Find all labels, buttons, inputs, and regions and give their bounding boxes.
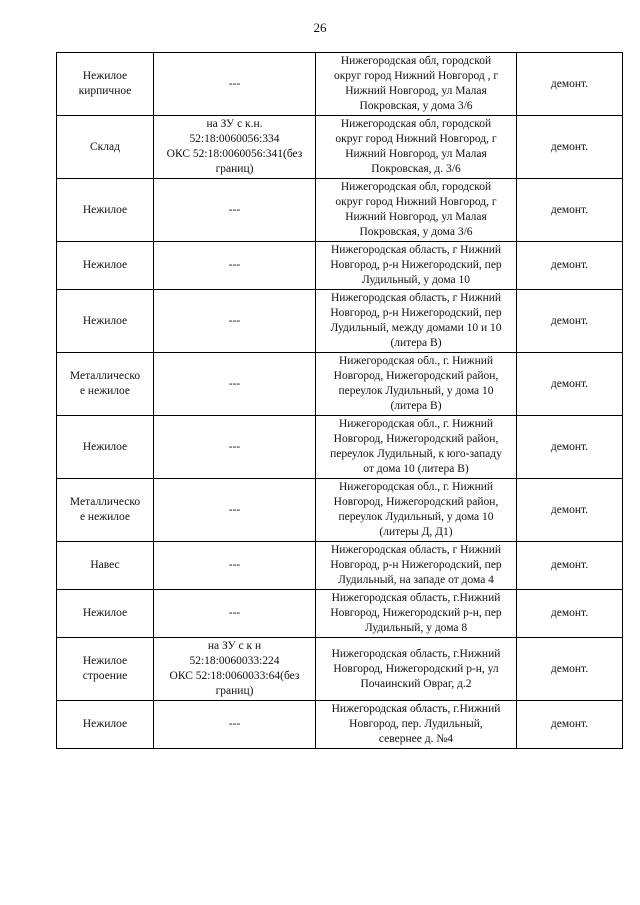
table-row	[57, 290, 623, 353]
cadastral-cell: на ЗУ с к.н. 52:18:0060056:334 ОКС 52:18:0060056:341(без границ)	[154, 116, 316, 179]
table-row	[57, 53, 623, 116]
page-number: 26	[313, 20, 327, 35]
cadastral-cell: ---	[154, 290, 316, 353]
cadastral-cell: ---	[154, 542, 316, 590]
cadastral-cell: ---	[154, 242, 316, 290]
table-row	[57, 242, 623, 290]
cadastral-cell: на ЗУ с к н 52:18:0060033:224 ОКС 52:18:0060033:64(без границ)	[154, 638, 316, 701]
object-type-cell: Нежилое строение	[57, 638, 154, 701]
table-row	[57, 701, 623, 749]
object-type-cell: Нежилое	[57, 701, 154, 749]
table-row	[57, 179, 623, 242]
table-row	[57, 590, 623, 638]
action-cell: демонт.	[517, 116, 623, 179]
address-cell: Нижегородская обл., г. Нижний Новгород, Нижегородский район, переулок Лудильный, у дома 10 (литера В)	[316, 353, 517, 416]
action-cell: демонт.	[517, 590, 623, 638]
address-cell: Нижегородская область, г Нижний Новгород, р-н Нижегородский, пер Лудильный, на западе от дома 4	[316, 542, 517, 590]
address-cell: Нижегородская область, г.Нижний Новгород, пер. Лудильный, севернее д. №4	[316, 701, 517, 749]
cadastral-cell: ---	[154, 179, 316, 242]
object-type-cell: Нежилое	[57, 416, 154, 479]
object-type-cell: Навес	[57, 542, 154, 590]
table-row	[57, 416, 623, 479]
cadastral-cell: ---	[154, 701, 316, 749]
table-row	[57, 479, 623, 542]
table-row	[57, 542, 623, 590]
action-cell: демонт.	[517, 701, 623, 749]
action-cell: демонт.	[517, 53, 623, 116]
action-cell: демонт.	[517, 416, 623, 479]
cadastral-cell: ---	[154, 590, 316, 638]
object-type-cell: Нежилое кирпичное	[57, 53, 154, 116]
cadastral-cell: ---	[154, 479, 316, 542]
cadastral-cell: ---	[154, 416, 316, 479]
address-cell: Нижегородская обл, городской округ город Нижний Новгород , г Нижний Новгород, ул Малая Покровская, у дома 3/6	[316, 53, 517, 116]
table-row	[57, 116, 623, 179]
address-cell: Нижегородская обл., г. Нижний Новгород, Нижегородский район, переулок Лудильный, у дома 10 (литеры Д, Д1)	[316, 479, 517, 542]
object-type-cell: Нежилое	[57, 590, 154, 638]
action-cell: демонт.	[517, 479, 623, 542]
cadastral-cell: ---	[154, 353, 316, 416]
object-type-cell: Нежилое	[57, 290, 154, 353]
object-type-cell: Металлическо е нежилое	[57, 353, 154, 416]
object-type-cell: Склад	[57, 116, 154, 179]
action-cell: демонт.	[517, 242, 623, 290]
action-cell: демонт.	[517, 179, 623, 242]
objects-table	[56, 52, 623, 749]
object-type-cell: Металлическо е нежилое	[57, 479, 154, 542]
action-cell: демонт.	[517, 290, 623, 353]
address-cell: Нижегородская область, г Нижний Новгород, р-н Нижегородский, пер Лудильный, между домами 10 и 10 (литера В)	[316, 290, 517, 353]
action-cell: демонт.	[517, 353, 623, 416]
action-cell: демонт.	[517, 542, 623, 590]
object-type-cell: Нежилое	[57, 242, 154, 290]
address-cell: Нижегородская обл, городской округ город Нижний Новгород, г Нижний Новгород, ул Малая Покровская, у дома 3/6	[316, 179, 517, 242]
address-cell: Нижегородская область, г.Нижний Новгород, Нижегородский р-н, ул Почаинский Овраг, д.2	[316, 638, 517, 701]
action-cell: демонт.	[517, 638, 623, 701]
cadastral-cell: ---	[154, 53, 316, 116]
object-type-cell: Нежилое	[57, 179, 154, 242]
address-cell: Нижегородская обл., г. Нижний Новгород, Нижегородский район, переулок Лудильный, к юго-западу от дома 10 (литера В)	[316, 416, 517, 479]
table-row	[57, 353, 623, 416]
table-row	[57, 638, 623, 701]
address-cell: Нижегородская область, г.Нижний Новгород, Нижегородский р-н, пер Лудильный, у дома 8	[316, 590, 517, 638]
address-cell: Нижегородская обл, городской округ город Нижний Новгород, г Нижний Новгород, ул Малая Покровская, д. 3/6	[316, 116, 517, 179]
address-cell: Нижегородская область, г Нижний Новгород, р-н Нижегородский, пер Лудильный, у дома 10	[316, 242, 517, 290]
